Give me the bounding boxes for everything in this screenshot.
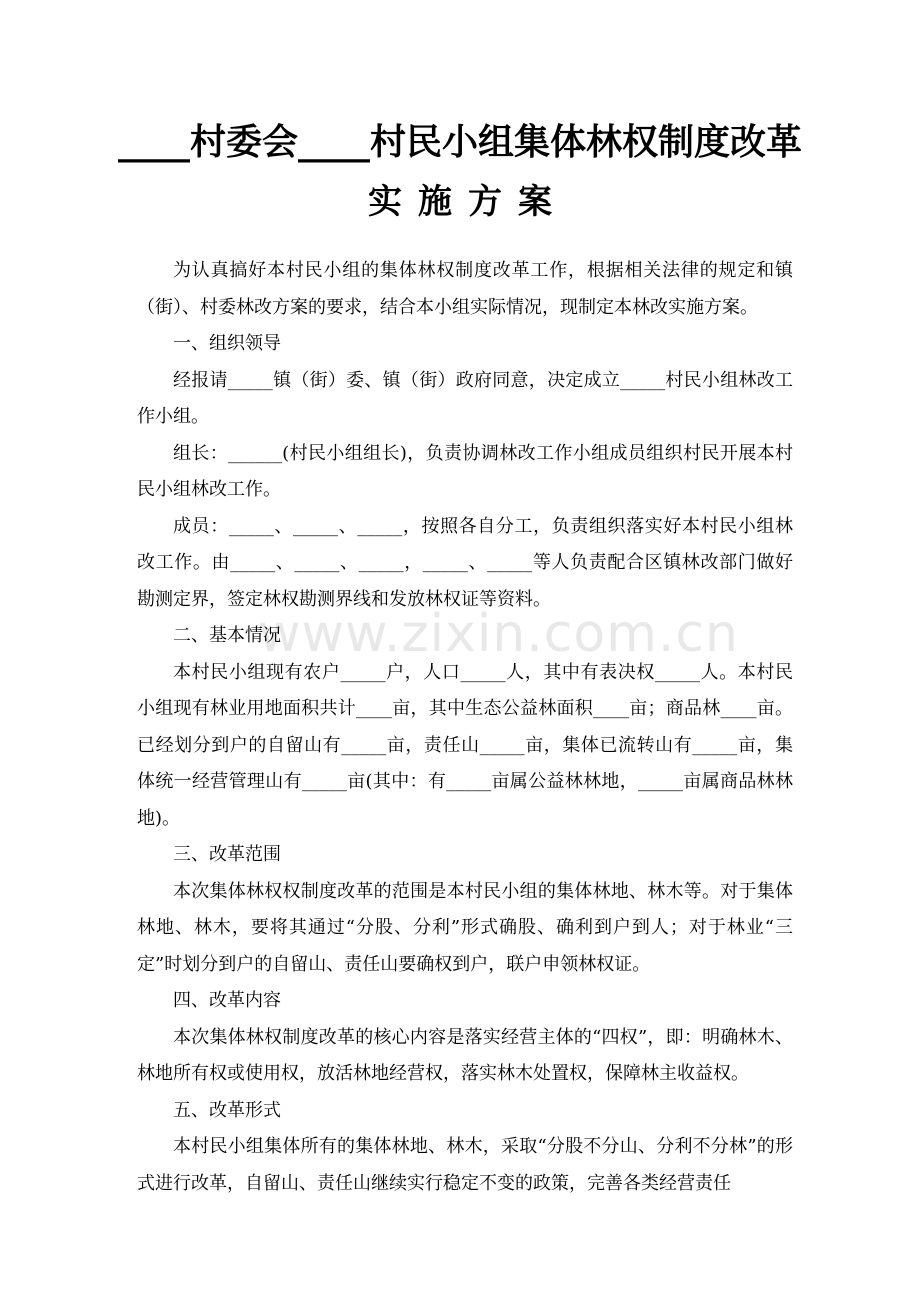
paragraph-approval: 经报请_____镇（街）委、镇（街）政府同意，决定成立_____村民小组林改工作小组。 (137, 369, 793, 427)
paragraph-leader: 组长：______(村民小组组长)，负责协调林改工作小组成员组织村民开展本村民小组林改工作。 (137, 442, 793, 500)
section-heading-content: 四、改革内容 (173, 990, 281, 1011)
paragraph-members: 成员：_____、_____、_____，按照各自分工，负责组织落实好本村民小组林改工作。由_____、_____、_____，_____、_____等人负责配合区镇林改部门做好勘测定界，签定林权勘测界线和发放林权证等资料。 (137, 515, 793, 610)
paragraph-scope: 本次集体林权权制度改革的范围是本村民小组的集体林地、林木等。对于集体林地、林木，要将其通过“分股、分利”形式确股、确利到户到人；对于林业“三定”时划分到户的自留山、责任山要确权到户，联户申领林权证。 (137, 880, 793, 975)
section-heading-organization: 一、组织领导 (173, 333, 281, 354)
document-title: ____村委会____村民小组集体林权制度改革 (117, 122, 802, 163)
paragraph-basic-info: 本村民小组现有农户_____户，人口_____人，其中有表决权_____人。本村民小组现有林业用地面积共计____亩，其中生态公益林面积____亩；商品林____亩。已经划分到户的自留山有_____亩，责任山_____亩，集体已流转山有_____亩，集体统一经营管理山有_____亩(其中：有_____亩属公益林林地，_____亩属商品林林地)。 (137, 661, 793, 829)
paragraph-form: 本村民小组集体所有的集体林地、林木，采取“分股不分山、分利不分林”的形式进行改革，自留山、责任山继续实行稳定不变的政策，完善各类经营责任 (137, 1136, 793, 1194)
section-heading-scope: 三、改革范围 (173, 844, 281, 865)
intro-paragraph: 为认真搞好本村民小组的集体林权制度改革工作，根据相关法律的规定和镇（街）、村委林改方案的要求，结合本小组实际情况，现制定本林改实施方案。 (137, 260, 793, 318)
section-heading-form: 五、改革形式 (173, 1099, 281, 1121)
section-heading-basic-info: 二、基本情况 (173, 625, 281, 646)
document-subtitle: 实施方案 (368, 182, 568, 222)
document-body (137, 253, 793, 1202)
paragraph-content: 本次集体林权制度改革的核心内容是落实经营主体的“四权”，即：明确林木、林地所有权或使用权，放活林地经营权，落实林木处置权，保障林主收益权。 (137, 1026, 793, 1084)
watermark: www.zixin.com.cn (258, 604, 739, 664)
